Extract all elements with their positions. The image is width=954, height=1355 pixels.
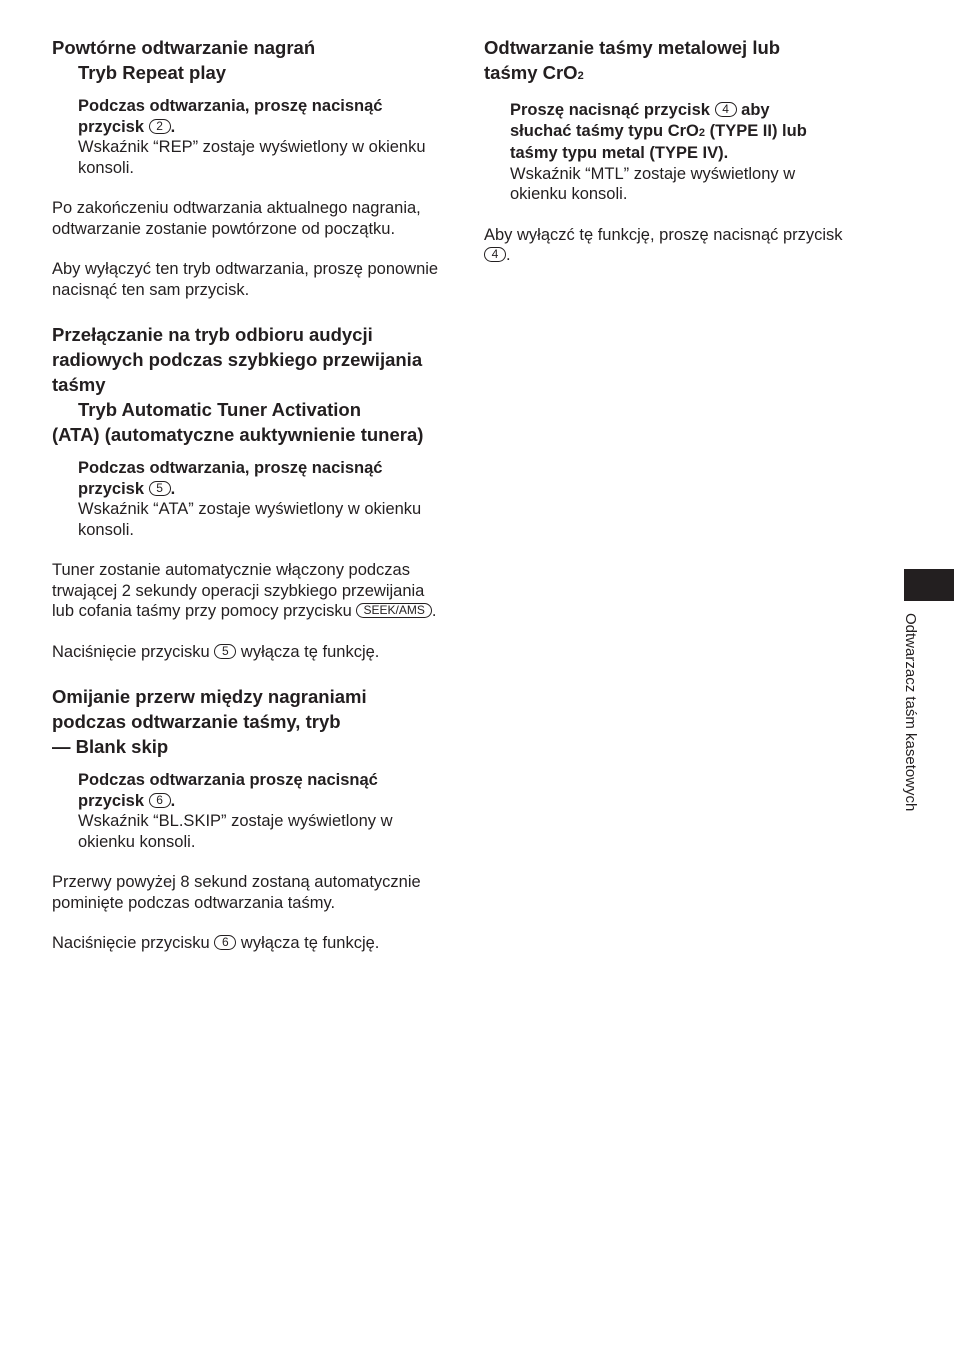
section-title: Powtórne odtwarzanie nagrań Tryb Repeat play	[52, 37, 316, 83]
instruction: Podczas odtwarzania, proszę nacisnąć przycisk 2 . Wskaźnik “REP” zostaje wyświetlony w okienku konsoli.	[52, 96, 442, 178]
button-2-ref: 2	[149, 119, 171, 134]
paragraph: Naciśnięcie przycisku 6 wyłącza tę funkcję.	[52, 934, 380, 952]
section-blank-skip	[52, 684, 442, 954]
section-metal-tape	[484, 35, 844, 266]
section-tab-marker	[904, 569, 954, 601]
button-6-ref: 6	[149, 793, 171, 808]
paragraph: Naciśnięcie przycisku 5 wyłącza tę funkcję.	[52, 642, 380, 661]
button-4-ref: 4	[484, 247, 506, 262]
paragraph: Po zakończeniu odtwarzania aktualnego nagrania, odtwarzanie zostanie powtórzone od początku.	[52, 199, 421, 238]
indicator-text: Wskaźnik “REP” zostaje wyświetlony w okienku konsoli.	[78, 138, 426, 177]
paragraph: Aby wyłączć tę funkcję, proszę nacisnąć przycisk 4 .	[484, 225, 843, 264]
section-subtitle: — Blank skip	[52, 736, 169, 757]
section-title: Omijanie przerw między nagraniami podczas odtwarzanie taśmy, tryb — Blank skip	[52, 686, 367, 757]
button-4-ref: 4	[715, 102, 737, 117]
left-column	[52, 35, 442, 954]
section-ata	[52, 322, 442, 662]
button-5-ref: 5	[214, 644, 236, 659]
instruction: Podczas odtwarzania proszę nacisnąć przycisk 6 . Wskaźnik “BL.SKIP” zostaje wyświetlony w okienku konsoli.	[52, 770, 442, 852]
section-subtitle: Tryb Automatic Tuner Activation	[78, 399, 362, 420]
button-5-ref: 5	[149, 481, 171, 496]
instruction: Podczas odtwarzania, proszę nacisnąć przycisk 5 . Wskaźnik “ATA” zostaje wyświetlony w okienku konsoli.	[52, 458, 442, 540]
section-title: Przełączanie na tryb odbioru audycji radiowych podczas szybkiego przewijania taśmy Tryb Automatic Tuner Activation (ATA) (automatyczne auktywnienie tunera)	[52, 324, 424, 445]
button-6-ref: 6	[214, 935, 236, 950]
section-repeat-play	[52, 35, 442, 300]
paragraph: Aby wyłączyć ten tryb odtwarzania, proszę ponownie nacisnąć ten sam przycisk.	[52, 260, 439, 299]
seek-ams-button-ref: SEEK/AMS	[356, 603, 431, 618]
paragraph: Przerwy powyżej 8 sekund zostaną automatycznie pominięte podczas odtwarzania taśmy.	[52, 873, 421, 912]
indicator-text: Wskaźnik “BL.SKIP” zostaje wyświetlony w okienku konsoli.	[78, 812, 393, 851]
side-chapter-label: Odtwarzacz taśm kasetowych	[902, 613, 919, 812]
paragraph: Tuner zostanie automatycznie włączony podczas trwającej 2 sekundy operacji szybkiego przewijania lub cofania taśmy przy pomocy przycisku SEEK/AMS .	[52, 561, 437, 620]
right-column	[484, 35, 844, 266]
indicator-text: Wskaźnik “MTL” zostaje wyświetlony w okienku konsoli.	[510, 164, 796, 203]
section-title: Odtwarzanie taśmy metalowej lub taśmy CrO2	[484, 37, 781, 83]
indicator-text: Wskaźnik “ATA” zostaje wyświetlony w okienku konsoli.	[78, 500, 422, 539]
section-subtitle: Tryb Repeat play	[78, 62, 227, 83]
instruction: Proszę nacisnąć przycisk 4 aby słuchać taśmy typu CrO2 (TYPE II) lub taśmy typu metal (TYPE IV). Wskaźnik “MTL” zostaje wyświetlony w okienku konsoli.	[484, 100, 844, 205]
